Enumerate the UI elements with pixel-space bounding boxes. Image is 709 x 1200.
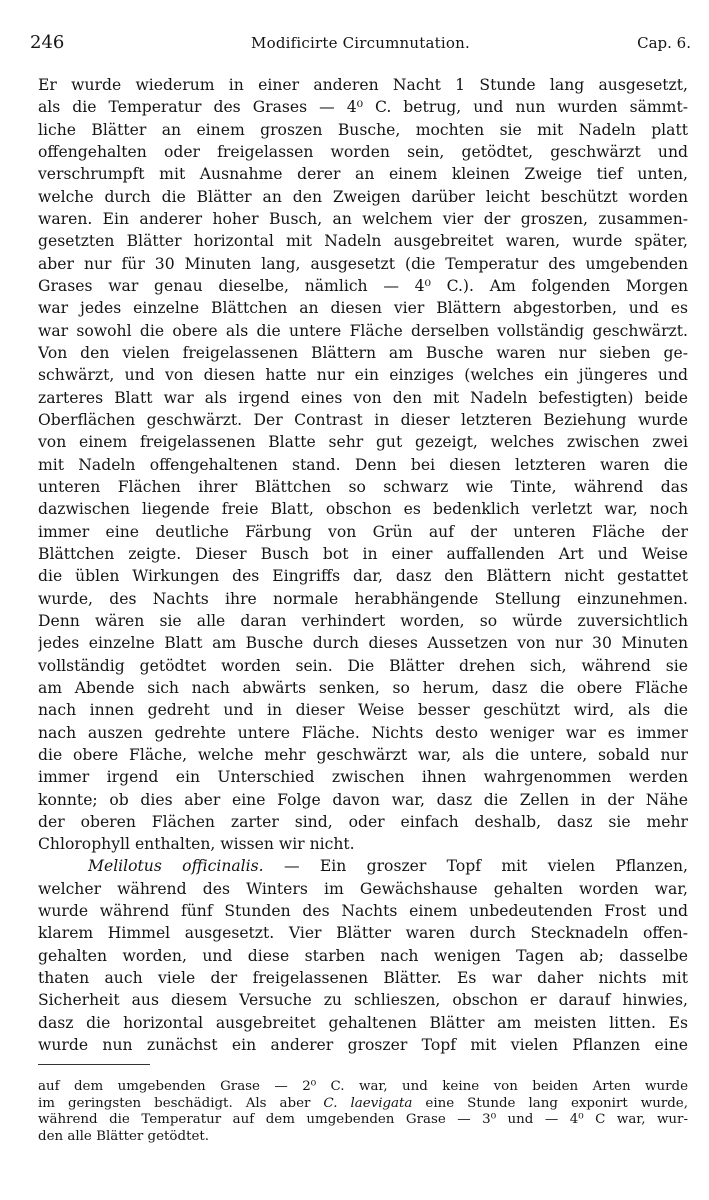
text-line: Blättchen zeigte. Dieser Busch bot in einer auffallenden Art und Weise bbox=[38, 544, 688, 563]
text-line: Oberflächen geschwärzt. Der Contrast in dieser letzteren Beziehung wurde bbox=[38, 410, 688, 429]
text-line: thaten auch viele der freigelassenen Blätter. Es war daher nichts mit bbox=[38, 969, 688, 988]
text-line: am Abende sich nach abwärts senken, so herum, dasz die obere Fläche bbox=[38, 678, 688, 697]
text-line: von einem freigelassenen Blatte sehr gut gezeigt, welches zwischen zwei bbox=[38, 433, 688, 452]
running-title: Modificirte Circumnutation. bbox=[251, 34, 470, 52]
text-span: — Ein groszer Topf mit vielen Pflanzen, bbox=[283, 857, 688, 876]
page-number: 246 bbox=[30, 32, 65, 53]
text-line: zarteres Blatt war als irgend eines von den mit Nadeln befestigten) beide bbox=[38, 388, 688, 407]
footnote-line: während die Temperatur auf dem umgebenden Grase — 3⁰ und — 4⁰ C war, wur- bbox=[38, 1112, 688, 1127]
footnote bbox=[38, 1079, 688, 1145]
text-line: Denn wären sie alle daran verhindert worden, so würde zuversichtlich bbox=[38, 611, 688, 630]
text-line: war sowohl die obere als die untere Fläche derselben vollständig geschwärzt. bbox=[38, 321, 688, 340]
text-line: Grases war genau dieselbe, nämlich — 4⁰ C.). Am folgenden Morgen bbox=[38, 276, 688, 295]
text-line: Er wurde wiederum in einer anderen Nacht 1 Stunde lang ausgesetzt, bbox=[38, 76, 688, 94]
species-name: C. laevigata bbox=[323, 1095, 413, 1111]
text-line: nach auszen gedrehte untere Fläche. Nichts desto weniger war es immer bbox=[38, 723, 688, 742]
text-line: konnte; ob dies aber eine Folge davon war, dasz die Zellen in der Nähe bbox=[38, 790, 688, 809]
footnote-line: den alle Blätter getödtet. bbox=[38, 1128, 210, 1144]
text-line: immer eine deutliche Färbung von Grün auf der unteren Fläche der bbox=[38, 522, 688, 541]
text-line: Chlorophyll enthalten, wissen wir nicht. bbox=[38, 835, 355, 854]
text-line: aber nur für 30 Minuten lang, ausgesetzt (die Temperatur des umgebenden bbox=[38, 254, 688, 273]
chapter-label: Cap. 6. bbox=[637, 34, 691, 52]
text-line: offengehalten oder freigelassen worden sein, getödtet, geschwärzt und bbox=[38, 142, 688, 161]
text-line: die obere Fläche, welche mehr geschwärzt war, als die untere, sobald nur bbox=[38, 745, 688, 764]
species-name: Melilotus officinalis. bbox=[88, 857, 264, 876]
text-line: vollständig getödtet worden sein. Die Blätter drehen sich, während sie bbox=[38, 656, 688, 675]
text-line: der oberen Flächen zarter sind, oder einfach deshalb, dasz sie mehr bbox=[38, 812, 688, 831]
text-line: klarem Himmel ausgesetzt. Vier Blätter waren durch Stecknadeln offen- bbox=[38, 924, 688, 943]
text-line: Von den vielen freigelassenen Blättern am Busche waren nur sieben ge- bbox=[38, 343, 688, 362]
text-line: Sicherheit aus diesem Versuche zu schlieszen, obschon er darauf hinwies, bbox=[38, 991, 688, 1010]
text-line: nach innen gedreht und in dieser Weise besser geschützt wird, als die bbox=[38, 701, 688, 720]
text-line: wurde während fünf Stunden des Nachts einem unbedeutenden Frost und bbox=[38, 902, 688, 921]
text-line: wurde, des Nachts ihre normale herabhängende Stellung einzunehmen. bbox=[38, 589, 688, 608]
text-line: gehalten worden, und diese starben nach wenigen Tagen ab; dasselbe bbox=[38, 946, 688, 965]
text-line: dasz die horizontal ausgebreitet gehaltenen Blätter am meisten litten. Es bbox=[38, 1013, 688, 1032]
text-line: unteren Flächen ihrer Blättchen so schwarz wie Tinte, während das bbox=[38, 477, 688, 496]
body-text bbox=[38, 74, 688, 1056]
text-span: im geringsten beschädigt. Als aber bbox=[38, 1095, 311, 1111]
text-line: die üblen Wirkungen des Eingriffs dar, dasz den Blättern nicht gestattet bbox=[38, 567, 688, 586]
text-line: verschrumpft mit Ausnahme derer an einem kleinen Zweige tief unten, bbox=[38, 165, 688, 184]
text-line: schwärzt, und von diesen hatte nur ein einziges (welches ein jüngeres und bbox=[38, 366, 688, 385]
paragraph-opening-line bbox=[38, 855, 688, 877]
footnote-line bbox=[38, 1096, 688, 1113]
text-span: eine Stunde lang exponirt wurde, bbox=[425, 1095, 688, 1111]
text-line: dazwischen liegende freie Blatt, obschon es bedenklich verletzt war, noch bbox=[38, 500, 688, 519]
text-line: welche durch die Blätter an den Zweigen darüber leicht beschützt worden bbox=[38, 187, 688, 206]
text-line: gesetzten Blätter horizontal mit Nadeln ausgebreitet waren, wurde später, bbox=[38, 232, 688, 251]
text-line: waren. Ein anderer hoher Busch, an welchem vier der groszen, zusammen- bbox=[38, 209, 688, 228]
text-line: war jedes einzelne Blättchen an diesen vier Blättern abgestorben, und es bbox=[38, 299, 688, 318]
page-header bbox=[30, 30, 691, 56]
text-line: wurde nun zunächst ein anderer groszer Topf mit vielen Pflanzen eine bbox=[38, 1036, 688, 1055]
text-line: immer irgend ein Unterschied zwischen ihnen wahrgenommen werden bbox=[38, 768, 688, 787]
text-line: welcher während des Winters im Gewächshause gehalten worden war, bbox=[38, 879, 688, 898]
text-line: als die Temperatur des Grases — 4⁰ C. betrug, und nun wurden sämmt- bbox=[38, 98, 688, 117]
footnote-line: auf dem umgebenden Grase — 2⁰ C. war, und keine von beiden Arten wurde bbox=[38, 1079, 688, 1094]
text-line: jedes einzelne Blatt am Busche durch dieses Aussetzen von nur 30 Minuten bbox=[38, 634, 688, 653]
footnote-divider bbox=[38, 1064, 150, 1065]
text-line: liche Blätter an einem groszen Busche, mochten sie mit Nadeln platt bbox=[38, 120, 688, 139]
text-line: mit Nadeln offengehaltenen stand. Denn bei diesen letzteren waren die bbox=[38, 455, 688, 474]
